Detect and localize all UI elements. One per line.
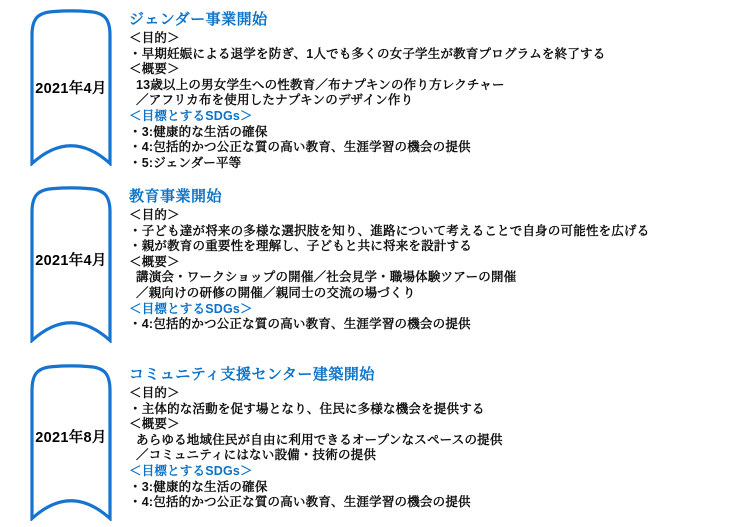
entry-line: ・4:包括的かつ公正な質の高い教育、生涯学習の機会の提供: [129, 495, 471, 510]
entry-date: 2021年4月: [35, 252, 107, 269]
entry-line: ・主体的な活動を促す場となり、住民に多様な機会を提供する: [129, 401, 485, 416]
entry-title: 教育事業開始: [129, 188, 223, 205]
entry-line: ・5:ジェンダー平等: [129, 155, 242, 170]
entry-line: ＜目標とするSDGs＞: [129, 463, 253, 478]
entry-line: ・早期妊娠による退学を防ぎ、1人でも多くの女子学生が教育プログラムを終了する: [129, 46, 606, 61]
timeline-entry: [0, 185, 747, 345]
entry-line: ＜目的＞: [129, 208, 180, 222]
entry-line: 講演会・ワークショップの開催／社会見学・職場体験ツアーの開催: [136, 270, 517, 285]
entry-line: ＜目的＞: [129, 31, 180, 45]
entry-content: [129, 363, 744, 511]
entry-line: ＜目標とするSDGs＞: [129, 301, 253, 316]
entry-lines: [129, 386, 744, 511]
date-scroll-shape: [30, 8, 112, 166]
entry-title: ジェンダー事業開始: [129, 11, 268, 28]
entry-lines: [129, 208, 744, 333]
entry-title: コミュニティ支援センター建築開始: [129, 366, 375, 383]
timeline-entry: [0, 8, 747, 168]
entry-line: ＜目的＞: [129, 386, 180, 400]
entry-line: ＜概要＞: [129, 62, 180, 77]
entry-line: ・子ども達が将来の多様な選択肢を知り、進路について考えることで自身の可能性を広げる: [129, 223, 650, 238]
entry-line: ・3:健康的な生活の確保: [129, 479, 268, 494]
entry-content: [129, 185, 744, 333]
entry-line: ／コミュニティにはない設備・技術の提供: [136, 448, 377, 463]
entry-line: ・4:包括的かつ公正な質の高い教育、生涯学習の機会の提供: [129, 317, 471, 332]
entry-lines: [129, 31, 744, 171]
entry-date: 2021年4月: [35, 80, 107, 97]
entry-line: ・4:包括的かつ公正な質の高い教育、生涯学習の機会の提供: [129, 140, 471, 155]
entry-line: ＜目標とするSDGs＞: [129, 108, 253, 123]
entry-line: ・3:健康的な生活の確保: [129, 124, 268, 139]
entry-line: 13歳以上の男女学生への性教育／布ナプキンの作り方レクチャー: [136, 77, 505, 92]
entry-content: [129, 8, 744, 171]
entry-date: 2021年8月: [35, 429, 107, 446]
date-scroll-shape: [30, 363, 112, 521]
entry-line: ・親が教育の重要性を理解し、子どもと共に将来を設計する: [129, 239, 472, 254]
date-scroll-shape: [30, 185, 112, 343]
entry-line: ＜概要＞: [129, 254, 180, 269]
timeline-entry: [0, 363, 747, 523]
entry-line: ／アフリカ布を使用したナプキンのデザイン作り: [136, 93, 414, 108]
entry-line: ／親向けの研修の開催／親同士の交流の場づくり: [136, 285, 416, 300]
entry-line: ＜概要＞: [129, 417, 180, 432]
entry-line: あらゆる地域住民が自由に利用できるオープンなスペースの提供: [136, 432, 503, 447]
